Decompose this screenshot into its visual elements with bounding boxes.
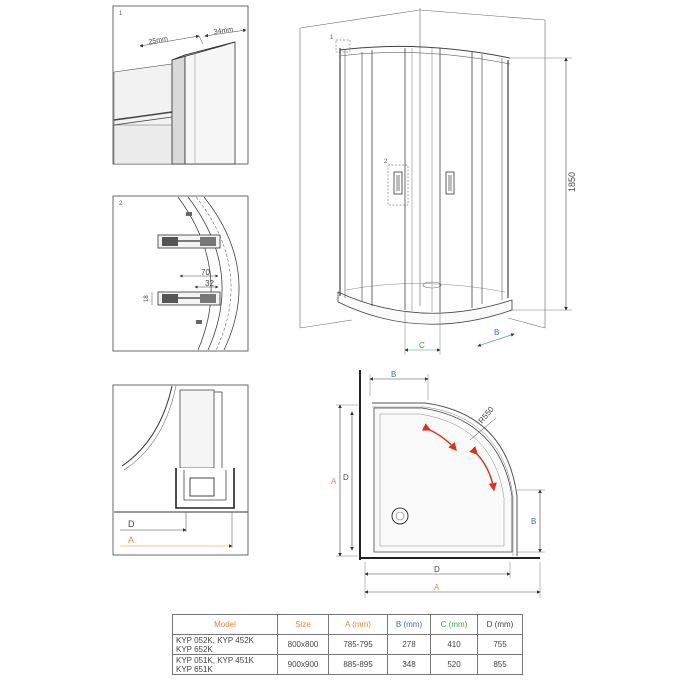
row-model-line1: KYP 052K, KYP 452K	[176, 635, 254, 645]
row-size: 900x900	[278, 655, 329, 675]
detail-2-number: 2	[119, 201, 123, 207]
header-d: D (mm)	[478, 615, 523, 635]
row-model-line2: KYP 651K	[176, 664, 213, 674]
row-model	[173, 655, 278, 675]
detail-2-dim-70: 70	[201, 268, 210, 277]
plan-label-a-bottom: A	[434, 583, 440, 592]
spec-table	[172, 614, 523, 675]
detail-1-width-dim: 25mm	[148, 35, 169, 46]
row-a: 885-895	[329, 655, 388, 675]
table-row	[173, 635, 523, 655]
row-b: 278	[388, 635, 431, 655]
main-label-b: B	[494, 328, 500, 337]
header-a: A (mm)	[329, 615, 388, 635]
plan-label-b-top: B	[391, 370, 397, 379]
row-d: 755	[478, 635, 523, 655]
header-b: B (mm)	[388, 615, 431, 635]
row-model-line1: KYP 051K, KYP 451K	[176, 655, 254, 665]
detail-2-dim-32: 32	[205, 279, 214, 288]
detail-1-depth-dim: 34mm	[213, 26, 234, 36]
row-b: 348	[388, 655, 431, 675]
detail-3-label-d: D	[128, 519, 135, 529]
main-callout-2: 2	[384, 159, 388, 165]
detail-2-panel	[113, 196, 248, 351]
detail-3-label-a: A	[128, 535, 135, 545]
main-height-dim: 1850	[567, 171, 577, 192]
row-model-line2: KYP 652K	[176, 644, 213, 654]
detail-2-dim-18: 18	[144, 295, 150, 302]
row-a: 785-795	[329, 635, 388, 655]
detail-3-panel	[113, 385, 248, 555]
detail-1-panel	[113, 6, 248, 164]
main-perspective-view	[300, 8, 577, 355]
row-size: 800x800	[278, 635, 329, 655]
plan-radius-label: R550	[476, 404, 496, 426]
table-row	[173, 655, 523, 675]
row-c: 410	[431, 635, 478, 655]
row-model	[173, 635, 278, 655]
detail-1-number: 1	[119, 11, 123, 17]
plan-label-b-right: B	[531, 517, 537, 526]
plan-label-d-bottom: D	[434, 565, 440, 574]
table-header-row	[173, 615, 523, 635]
main-label-c: C	[419, 341, 425, 350]
row-d: 855	[478, 655, 523, 675]
plan-view	[331, 370, 545, 598]
plan-label-d-left: D	[343, 473, 349, 482]
row-c: 520	[431, 655, 478, 675]
header-model: Model	[173, 615, 278, 635]
plan-label-a-left: A	[331, 477, 337, 486]
header-size: Size	[278, 615, 329, 635]
header-c: C (mm)	[431, 615, 478, 635]
main-callout-1: 1	[330, 35, 334, 41]
